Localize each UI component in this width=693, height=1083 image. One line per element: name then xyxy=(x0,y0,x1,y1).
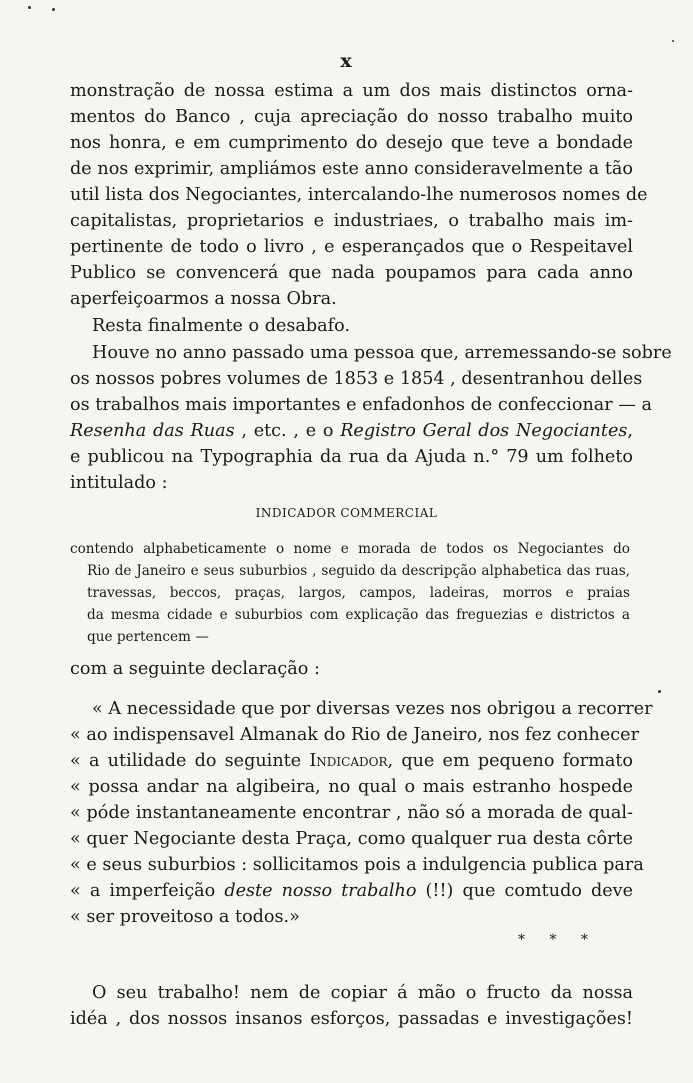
quote-line: « A necessidade que por diversas vezes nos obrigou a recorrer xyxy=(92,699,653,719)
text-line: de nos exprimir, ampliámos este anno consideravelmente a tão xyxy=(70,159,633,179)
text-line: Resta finalmente o desabafo. xyxy=(92,316,351,336)
text-line: mentos do Banco , cuja apreciação do nosso trabalho muito xyxy=(70,107,633,127)
italic-title: Registro Geral dos Negociantes xyxy=(340,421,628,441)
text-line: com a seguinte declaração : xyxy=(70,659,320,679)
text-line: monstração de nossa estima a um dos mais distinctos orna- xyxy=(70,81,633,101)
section-separator: * * * xyxy=(518,932,598,948)
print-speck xyxy=(52,8,55,11)
quote-line xyxy=(70,748,633,774)
subtitle-line: travessas, beccos, praças, largos, campos, ladeiras, morros e praias xyxy=(87,585,630,601)
subtitle-line: Rio de Janeiro e seus suburbios , seguido da descripção alphabetica das ruas, xyxy=(87,563,630,579)
italic-phrase: deste nosso trabalho xyxy=(224,881,417,901)
print-speck xyxy=(28,6,31,9)
page-number: x xyxy=(340,50,353,72)
quote-line: « ser proveitoso a todos.» xyxy=(70,907,300,927)
quote-line: « póde instantaneamente encontrar , não só a morada de qual- xyxy=(70,803,633,823)
text-line xyxy=(70,418,633,444)
text-line: idéa , dos nossos insanos esforços, passadas e investigações! xyxy=(70,1009,633,1029)
subtitle-line: da mesma cidade e suburbios com explicação das freguezias e districtos a xyxy=(87,607,630,623)
text-line: O seu trabalho! nem de copiar á mão o fructo da nossa xyxy=(92,983,633,1003)
print-speck xyxy=(658,690,661,693)
text-fragment: (!!) que comtudo deve xyxy=(425,881,634,901)
text-line: intitulado : xyxy=(70,473,168,493)
italic-title: Resenha das Ruas xyxy=(70,421,235,441)
subtitle-line: que pertencem — xyxy=(87,629,209,645)
quote-line xyxy=(70,878,633,904)
quote-line: « quer Negociante desta Praça, como qualquer rua desta côrte xyxy=(70,829,633,849)
text-fragment: « a imperfeição xyxy=(70,881,216,901)
text-fragment: « a utilidade do seguinte xyxy=(70,751,302,771)
text-line: e publicou na Typographia da rua da Ajuda n.° 79 um folheto xyxy=(70,447,633,467)
text-fragment: , que em pequeno formato xyxy=(387,751,633,771)
text-line: aperfeiçoarmos a nossa Obra. xyxy=(70,289,337,309)
subtitle-line: contendo alphabeticamente o nome e morada de todos os Negociantes do xyxy=(70,541,630,557)
text-line: Houve no anno passado uma pessoa que, arremessando-se sobre xyxy=(92,343,672,363)
section-heading: INDICADOR COMMERCIAL xyxy=(255,506,438,520)
text-line: nos honra, e em cumprimento do desejo que teve a bondade xyxy=(70,133,633,153)
text-fragment: , xyxy=(627,421,633,441)
text-line: pertinente de todo o livro , e esperançados que o Respeitavel xyxy=(70,237,633,257)
small-caps-word: Indicador xyxy=(309,751,388,771)
text-line: os trabalhos mais importantes e enfadonhos de confeccionar — a xyxy=(70,395,652,415)
text-line: Publico se convencerá que nada poupamos para cada anno xyxy=(70,263,633,283)
text-line: os nossos pobres volumes de 1853 e 1854 , desentranhou delles xyxy=(70,369,643,389)
quote-line: « ao indispensavel Almanak do Rio de Janeiro, nos fez conhecer xyxy=(70,725,639,745)
text-fragment: , etc. , e o xyxy=(241,421,334,441)
quote-line: « possa andar na algibeira, no qual o mais estranho hospede xyxy=(70,777,633,797)
text-line: capitalistas, proprietarios e industriaes, o trabalho mais im- xyxy=(70,211,633,231)
text-line: util lista dos Negociantes, intercalando-lhe numerosos nomes de xyxy=(70,185,648,205)
quote-line: « e seus suburbios : sollicitamos pois a indulgencia publica para xyxy=(70,855,644,875)
print-speck xyxy=(672,40,674,42)
